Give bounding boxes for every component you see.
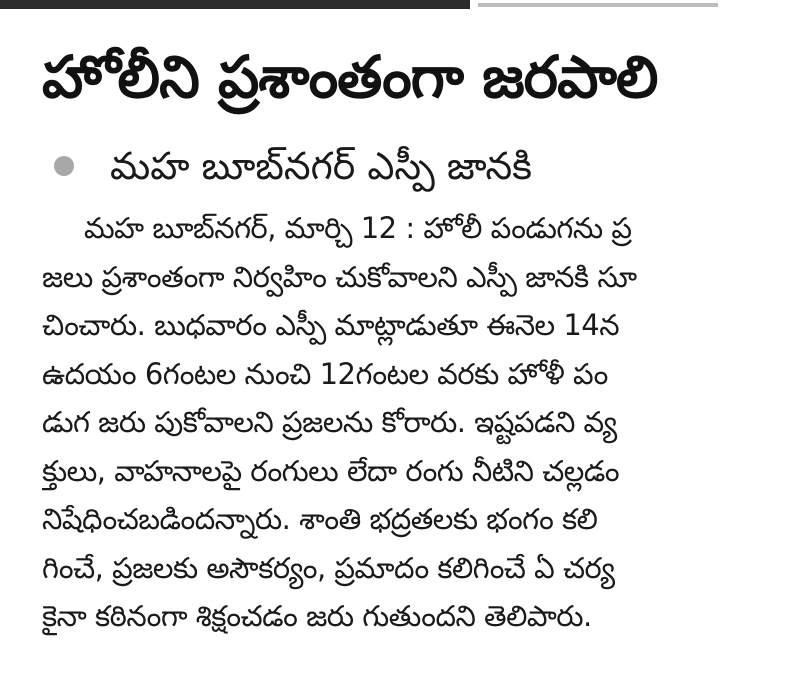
- article-headline: హోలీని ప్రశాంతంగా జరపాలి: [42, 43, 658, 111]
- body-line: మహ బూబ్‌నగర్, మార్చి 12 : హోలీ పండుగను ప్ర: [84, 211, 632, 245]
- body-line: డుగ జరు పుకోవాలని ప్రజలను కోరారు. ఇష్టపడని వ్య: [42, 405, 617, 439]
- body-line: ఉదయం 6గంటల నుంచి 12గంటల వరకు హోళీ పం: [42, 356, 608, 391]
- body-line: నిషేధించబడిందన్నారు. శాంతి భద్రతలకు భంగం కలి: [42, 502, 598, 536]
- article-body: [42, 204, 772, 641]
- body-line: చించారు. బుధవారం ఎస్పీ మాట్లాడుతూ ఈనెల 14న: [42, 308, 620, 342]
- news-article: [42, 14, 772, 641]
- top-rule-light: [478, 3, 718, 7]
- body-line: క్తులు, వాహనాలపై రంగులు లేదా రంగు నీటిని చల్లడం: [42, 453, 620, 488]
- body-line: కైనా కఠినంగా శిక్షంచడం జరు గుతుందని తెలిపారు.: [42, 599, 592, 633]
- article-subhead: [42, 136, 772, 196]
- top-rule-dark: [0, 0, 470, 9]
- bullet-icon: [54, 156, 74, 176]
- body-line: జలు ప్రశాంతంగా నిర్వహిం చుకోవాలని ఎస్పీ జానకి సూ: [42, 259, 637, 294]
- subhead-text: మహ బూబ్‌నగర్ ఎస్పీ జానకి: [110, 144, 532, 188]
- body-line: గించే, ప్రజలకు అసౌకర్యం, ప్రమాదం కలిగించే ఏ చర్య: [42, 550, 615, 585]
